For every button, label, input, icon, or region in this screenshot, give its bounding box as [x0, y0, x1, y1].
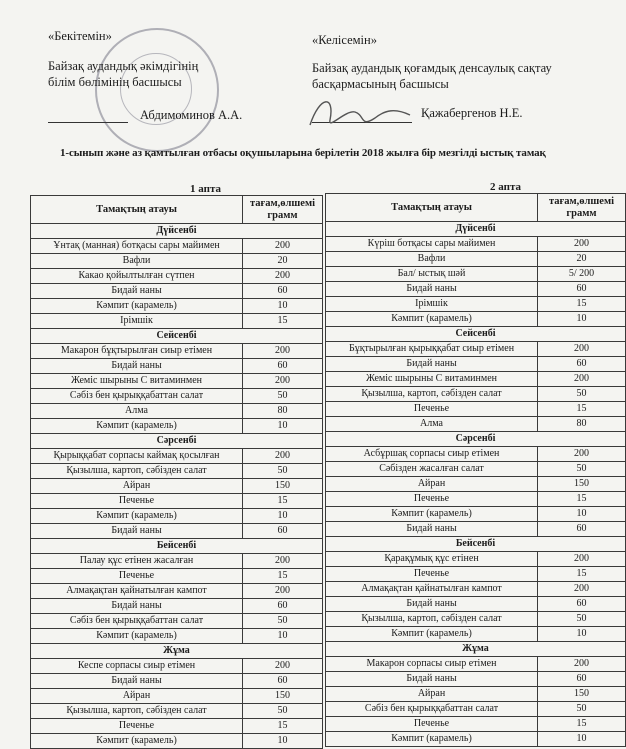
table-row [31, 449, 323, 464]
dish-name: Бидай наны [326, 522, 538, 537]
table-row [31, 314, 323, 329]
dish-weight: 80 [243, 404, 323, 419]
dish-name: Кәмпит (карамель) [31, 734, 243, 749]
day-label: Жұма [31, 644, 323, 659]
table-row [31, 239, 323, 254]
column-header-dish: Тамақтың атауы [326, 194, 538, 222]
dish-weight: 20 [538, 252, 626, 267]
dish-name: Макарон сорпасы сиыр етімен [326, 657, 538, 672]
table-row [326, 702, 626, 717]
dish-name: Бидай наны [326, 357, 538, 372]
table-row [326, 717, 626, 732]
dish-weight: 60 [538, 522, 626, 537]
dish-weight: 10 [243, 734, 323, 749]
table-row [326, 522, 626, 537]
table-row [31, 674, 323, 689]
dish-name: Палау құс етінен жасалған [31, 554, 243, 569]
table-row [31, 569, 323, 584]
dish-weight: 60 [538, 357, 626, 372]
dish-name: Ірімшік [326, 297, 538, 312]
table-row [31, 629, 323, 644]
dish-weight: 20 [243, 254, 323, 269]
dish-name: Кәмпит (карамель) [326, 507, 538, 522]
dish-weight: 200 [243, 374, 323, 389]
dish-weight: 15 [538, 492, 626, 507]
dish-name: Кәмпит (карамель) [31, 509, 243, 524]
dish-weight: 50 [538, 387, 626, 402]
dish-weight: 150 [538, 477, 626, 492]
dish-name: Жеміс шырыны С витаминмен [31, 374, 243, 389]
table-row [326, 732, 626, 747]
dish-name: Сәбізден жасалған салат [326, 462, 538, 477]
table-row [31, 599, 323, 614]
table-row [326, 567, 626, 582]
approval-line-2: білім бөлімінің басшысы [48, 75, 182, 89]
dish-weight: 15 [538, 297, 626, 312]
dish-weight: 200 [538, 372, 626, 387]
dish-weight: 15 [243, 314, 323, 329]
day-header-row [326, 432, 626, 447]
dish-weight: 50 [243, 704, 323, 719]
table-row [326, 297, 626, 312]
dish-name: Бидай наны [31, 284, 243, 299]
table-row [31, 344, 323, 359]
dish-weight: 15 [538, 402, 626, 417]
table-row [326, 552, 626, 567]
dish-name: Бидай наны [31, 359, 243, 374]
dish-weight: 60 [538, 597, 626, 612]
dish-name: Ұнтақ (манная) ботқасы сары майимен [31, 239, 243, 254]
table-row [31, 374, 323, 389]
table-row [31, 659, 323, 674]
week-1-label: 1 апта [190, 183, 221, 195]
dish-name: Какао қойылтылған сүтпен [31, 269, 243, 284]
dish-weight: 15 [243, 719, 323, 734]
dish-weight: 150 [243, 479, 323, 494]
dish-name: Қызылша, картоп, сәбізден салат [326, 387, 538, 402]
dish-name: Сәбіз бен қырыққабаттан салат [326, 702, 538, 717]
dish-name: Алма [326, 417, 538, 432]
approval-line-1: Байзақ аудандық әкімдігінің [48, 59, 199, 73]
dish-weight: 200 [538, 552, 626, 567]
dish-weight: 10 [243, 629, 323, 644]
dish-weight: 60 [538, 282, 626, 297]
dish-weight: 60 [243, 599, 323, 614]
dish-name: Сәбіз бен қырыққабаттан салат [31, 389, 243, 404]
day-label: Бейсенбі [326, 537, 626, 552]
dish-weight: 60 [243, 359, 323, 374]
table-row [326, 627, 626, 642]
dish-weight: 15 [538, 717, 626, 732]
day-header-row [31, 539, 323, 554]
dish-name: Қарақұмық құс етінен [326, 552, 538, 567]
column-header-weight: тағам,өлшемі грамм [243, 196, 323, 224]
dish-name: Печенье [326, 717, 538, 732]
table-row [31, 299, 323, 314]
dish-name: Айран [31, 479, 243, 494]
approval-signature-line [48, 122, 128, 123]
dish-name: Печенье [31, 719, 243, 734]
table-row [31, 269, 323, 284]
table-row [326, 252, 626, 267]
week-2-menu-table [325, 193, 626, 747]
table-header-row [326, 194, 626, 222]
dish-name: Вафли [31, 254, 243, 269]
table-row [326, 582, 626, 597]
dish-name: Ірімшік [31, 314, 243, 329]
dish-name: Бұқтырылған қырыққабат сиыр етімен [326, 342, 538, 357]
dish-weight: 10 [538, 312, 626, 327]
dish-name: Алма [31, 404, 243, 419]
dish-name: Кәмпит (карамель) [326, 732, 538, 747]
agreement-line-1: Байзақ аудандық қоғамдық денсаулық сақтау [312, 61, 552, 75]
dish-weight: 80 [538, 417, 626, 432]
dish-weight: 60 [243, 674, 323, 689]
dish-name: Бидай наны [31, 524, 243, 539]
day-header-row [31, 644, 323, 659]
dish-weight: 200 [243, 659, 323, 674]
day-label: Сәрсенбі [326, 432, 626, 447]
dish-weight: 50 [538, 462, 626, 477]
dish-weight: 200 [538, 657, 626, 672]
dish-weight: 10 [243, 509, 323, 524]
dish-name: Вафли [326, 252, 538, 267]
dish-name: Алмақақтан қайнатылған кампот [31, 584, 243, 599]
dish-weight: 200 [243, 584, 323, 599]
table-row [326, 237, 626, 252]
table-row [326, 672, 626, 687]
dish-weight: 200 [538, 237, 626, 252]
dish-name: Кәмпит (карамель) [31, 299, 243, 314]
table-row [31, 464, 323, 479]
table-row [31, 554, 323, 569]
agreement-label: «Келісемін» [312, 33, 377, 47]
dish-name: Кеспе сорпасы сиыр етімен [31, 659, 243, 674]
dish-name: Алмақақтан қайнатылған кампот [326, 582, 538, 597]
table-row [326, 417, 626, 432]
table-row [326, 492, 626, 507]
dish-name: Бидай наны [31, 674, 243, 689]
dish-name: Бидай наны [326, 282, 538, 297]
day-header-row [326, 327, 626, 342]
table-row [31, 494, 323, 509]
dish-weight: 50 [243, 464, 323, 479]
dish-name: Кәмпит (карамель) [326, 312, 538, 327]
dish-weight: 50 [243, 389, 323, 404]
table-row [31, 614, 323, 629]
day-label: Сәрсенбі [31, 434, 323, 449]
dish-weight: 200 [243, 239, 323, 254]
table-row [326, 357, 626, 372]
dish-name: Айран [31, 689, 243, 704]
dish-name: Қызылша, картоп, сәбізден салат [31, 704, 243, 719]
dish-weight: 15 [243, 569, 323, 584]
dish-name: Печенье [31, 494, 243, 509]
day-header-row [31, 434, 323, 449]
dish-name: Кәмпит (карамель) [31, 629, 243, 644]
dish-weight: 10 [538, 732, 626, 747]
day-label: Жұма [326, 642, 626, 657]
dish-weight: 200 [243, 269, 323, 284]
day-label: Дүйсенбі [31, 224, 323, 239]
column-header-dish: Тамақтың атауы [31, 196, 243, 224]
table-row [326, 477, 626, 492]
dish-weight: 50 [538, 612, 626, 627]
table-header-row [31, 196, 323, 224]
week-1-menu-table [30, 195, 323, 749]
day-header-row [31, 224, 323, 239]
dish-name: Печенье [31, 569, 243, 584]
table-row [31, 284, 323, 299]
dish-weight: 200 [538, 447, 626, 462]
dish-weight: 60 [538, 672, 626, 687]
dish-name: Бал/ ыстық шәй [326, 267, 538, 282]
dish-weight: 50 [538, 702, 626, 717]
day-label: Дүйсенбі [326, 222, 626, 237]
dish-name: Кәмпит (карамель) [326, 627, 538, 642]
dish-weight: 15 [243, 494, 323, 509]
table-row [31, 479, 323, 494]
dish-name: Айран [326, 687, 538, 702]
dish-name: Асбұршақ сорпасы сиыр етімен [326, 447, 538, 462]
dish-name: Печенье [326, 402, 538, 417]
dish-weight: 50 [243, 614, 323, 629]
agreement-line-2: басқармасының басшысы [312, 77, 449, 91]
dish-weight: 10 [243, 299, 323, 314]
table-row [31, 404, 323, 419]
dish-name: Айран [326, 477, 538, 492]
dish-name: Қызылша, картоп, сәбізден салат [326, 612, 538, 627]
table-row [326, 312, 626, 327]
table-row [326, 402, 626, 417]
dish-weight: 200 [243, 344, 323, 359]
table-row [326, 342, 626, 357]
table-row [326, 267, 626, 282]
dish-name: Жеміс шырыны С витаминмен [326, 372, 538, 387]
agreement-signer: Қажабергенов Н.Е. [421, 106, 523, 120]
dish-name: Бидай наны [326, 672, 538, 687]
dish-weight: 150 [538, 687, 626, 702]
table-row [31, 509, 323, 524]
table-row [31, 359, 323, 374]
dish-weight: 10 [243, 419, 323, 434]
table-row [31, 704, 323, 719]
dish-weight: 15 [538, 567, 626, 582]
table-row [31, 254, 323, 269]
approval-label: «Бекітемін» [48, 29, 112, 43]
table-row [326, 372, 626, 387]
table-row [326, 597, 626, 612]
day-label: Сейсенбі [31, 329, 323, 344]
dish-weight: 10 [538, 627, 626, 642]
table-row [326, 282, 626, 297]
dish-weight: 200 [538, 582, 626, 597]
table-row [31, 389, 323, 404]
dish-weight: 200 [243, 449, 323, 464]
document-title: 1-сынып және аз қамтылған отбасы оқушыларына берілетін 2018 жылға бір мезгілді ыстық тамақ [60, 147, 546, 159]
table-row [31, 419, 323, 434]
table-row [31, 719, 323, 734]
day-header-row [31, 329, 323, 344]
dish-name: Макарон бұқтырылған сиыр етімен [31, 344, 243, 359]
table-row [31, 689, 323, 704]
dish-weight: 60 [243, 524, 323, 539]
dish-name: Күріш ботқасы сары майимен [326, 237, 538, 252]
week-2-label: 2 апта [490, 181, 521, 193]
dish-name: Печенье [326, 492, 538, 507]
dish-weight: 150 [243, 689, 323, 704]
dish-weight: 5/ 200 [538, 267, 626, 282]
table-row [326, 447, 626, 462]
dish-weight: 200 [538, 342, 626, 357]
table-row [326, 612, 626, 627]
dish-weight: 60 [243, 284, 323, 299]
dish-name: Кәмпит (карамель) [31, 419, 243, 434]
table-row [31, 734, 323, 749]
day-header-row [326, 642, 626, 657]
day-label: Сейсенбі [326, 327, 626, 342]
dish-name: Қызылша, картоп, сәбізден салат [31, 464, 243, 479]
table-row [31, 524, 323, 539]
day-header-row [326, 222, 626, 237]
day-header-row [326, 537, 626, 552]
handwritten-signature [300, 90, 420, 135]
dish-name: Печенье [326, 567, 538, 582]
dish-weight: 200 [243, 554, 323, 569]
table-row [326, 387, 626, 402]
dish-name: Сәбіз бен қырыққабаттан салат [31, 614, 243, 629]
dish-name: Бидай наны [31, 599, 243, 614]
dish-weight: 10 [538, 507, 626, 522]
table-row [326, 687, 626, 702]
approval-signer: Абдимоминов А.А. [140, 108, 243, 122]
table-row [326, 657, 626, 672]
table-row [31, 584, 323, 599]
dish-name: Бидай наны [326, 597, 538, 612]
table-row [326, 462, 626, 477]
column-header-weight: тағам,өлшемі грамм [538, 194, 626, 222]
table-row [326, 507, 626, 522]
dish-name: Қырыққабат сорпасы каймақ қосылған [31, 449, 243, 464]
day-label: Бейсенбі [31, 539, 323, 554]
